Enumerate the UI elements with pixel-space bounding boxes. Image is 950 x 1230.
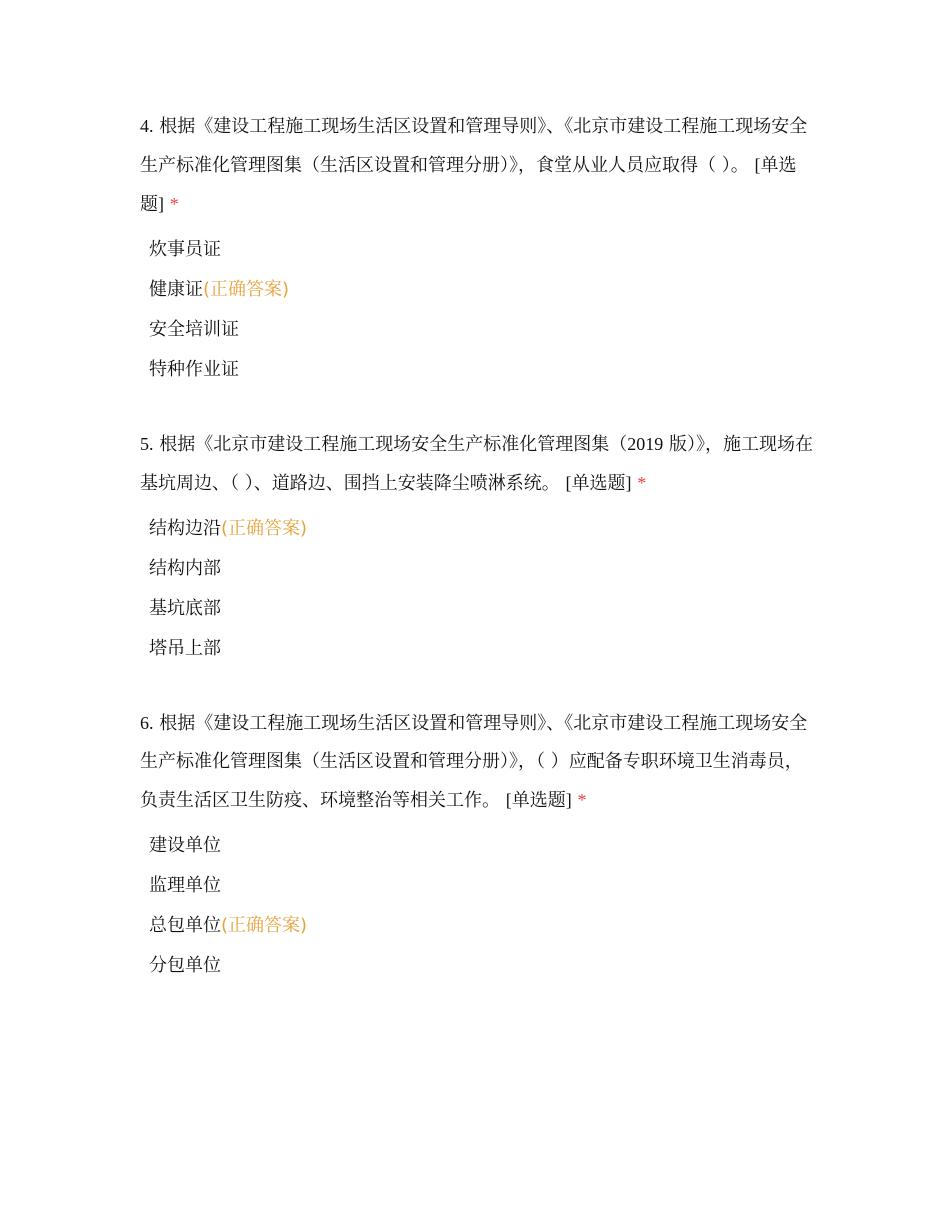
option-text: 塔吊上部 [149,638,221,659]
question-type-label: [单选题] [140,155,797,214]
option-text: 特种作业证 [149,359,239,380]
option-text: 健康证 [149,279,203,300]
question-number: 6. [140,713,154,733]
question-stem [140,425,820,503]
required-mark: * [637,473,647,493]
option-text: 结构边沿 [149,518,221,539]
option-item[interactable] [140,270,820,310]
option-item[interactable] [140,350,820,390]
question-text-part: 根据《北京市建设工程施工现场安全生产标准化管理图集（ [159,434,628,455]
question-text [140,434,813,494]
option-text: 安全培训证 [149,319,239,340]
option-text: 总包单位 [149,915,221,936]
option-text: 建设单位 [149,835,221,856]
option-item[interactable] [140,549,820,589]
correct-answer-label: (正确答案) [221,915,308,936]
option-item[interactable] [140,230,820,270]
option-text: 炊事员证 [149,239,221,260]
question-text: 根据《建设工程施工现场生活区设置和管理导则》、《北京市建设工程施工现场安全生产标准化管理图集（生活区设置和管理分册）》，（ ）应配备专职环境卫生消毒员，负责生活区卫生防疫、环境整治等相关工作。 [140,713,808,811]
question-number: 5. [140,434,154,454]
required-mark: * [169,194,179,214]
question-number: 4. [140,116,154,136]
option-list [140,230,820,390]
question-stem [140,704,820,820]
option-text: 基坑底部 [149,598,221,619]
option-text: 监理单位 [149,875,221,896]
option-item[interactable] [140,629,820,669]
question-4 [140,107,820,390]
question-type-label: [单选题] [505,790,572,810]
option-item[interactable] [140,946,820,986]
question-5 [140,425,820,669]
option-item[interactable] [140,866,820,906]
question-type-label: [单选题] [565,473,632,493]
required-mark: * [577,790,587,810]
option-item[interactable] [140,589,820,629]
correct-answer-label: (正确答案) [203,279,290,300]
option-text: 分包单位 [149,955,221,976]
question-stem [140,107,820,224]
question-6 [140,704,820,986]
question-text: 根据《建设工程施工现场生活区设置和管理导则》、《北京市建设工程施工现场安全生产标准化管理图集（生活区设置和管理分册）》，食堂从业人员应取得（ ）。 [140,116,808,176]
option-item[interactable] [140,509,820,549]
option-list [140,826,820,986]
correct-answer-label: (正确答案) [221,518,308,539]
option-list [140,509,820,669]
option-item[interactable] [140,906,820,946]
option-text: 结构内部 [149,558,221,579]
question-text-part: 版）》，施工现场在基坑周边、（ ）、道路边、围挡上安装降尘喷淋系统。 [140,434,813,494]
question-text-year: 2019 [627,434,664,454]
option-item[interactable] [140,310,820,350]
option-item[interactable] [140,826,820,866]
